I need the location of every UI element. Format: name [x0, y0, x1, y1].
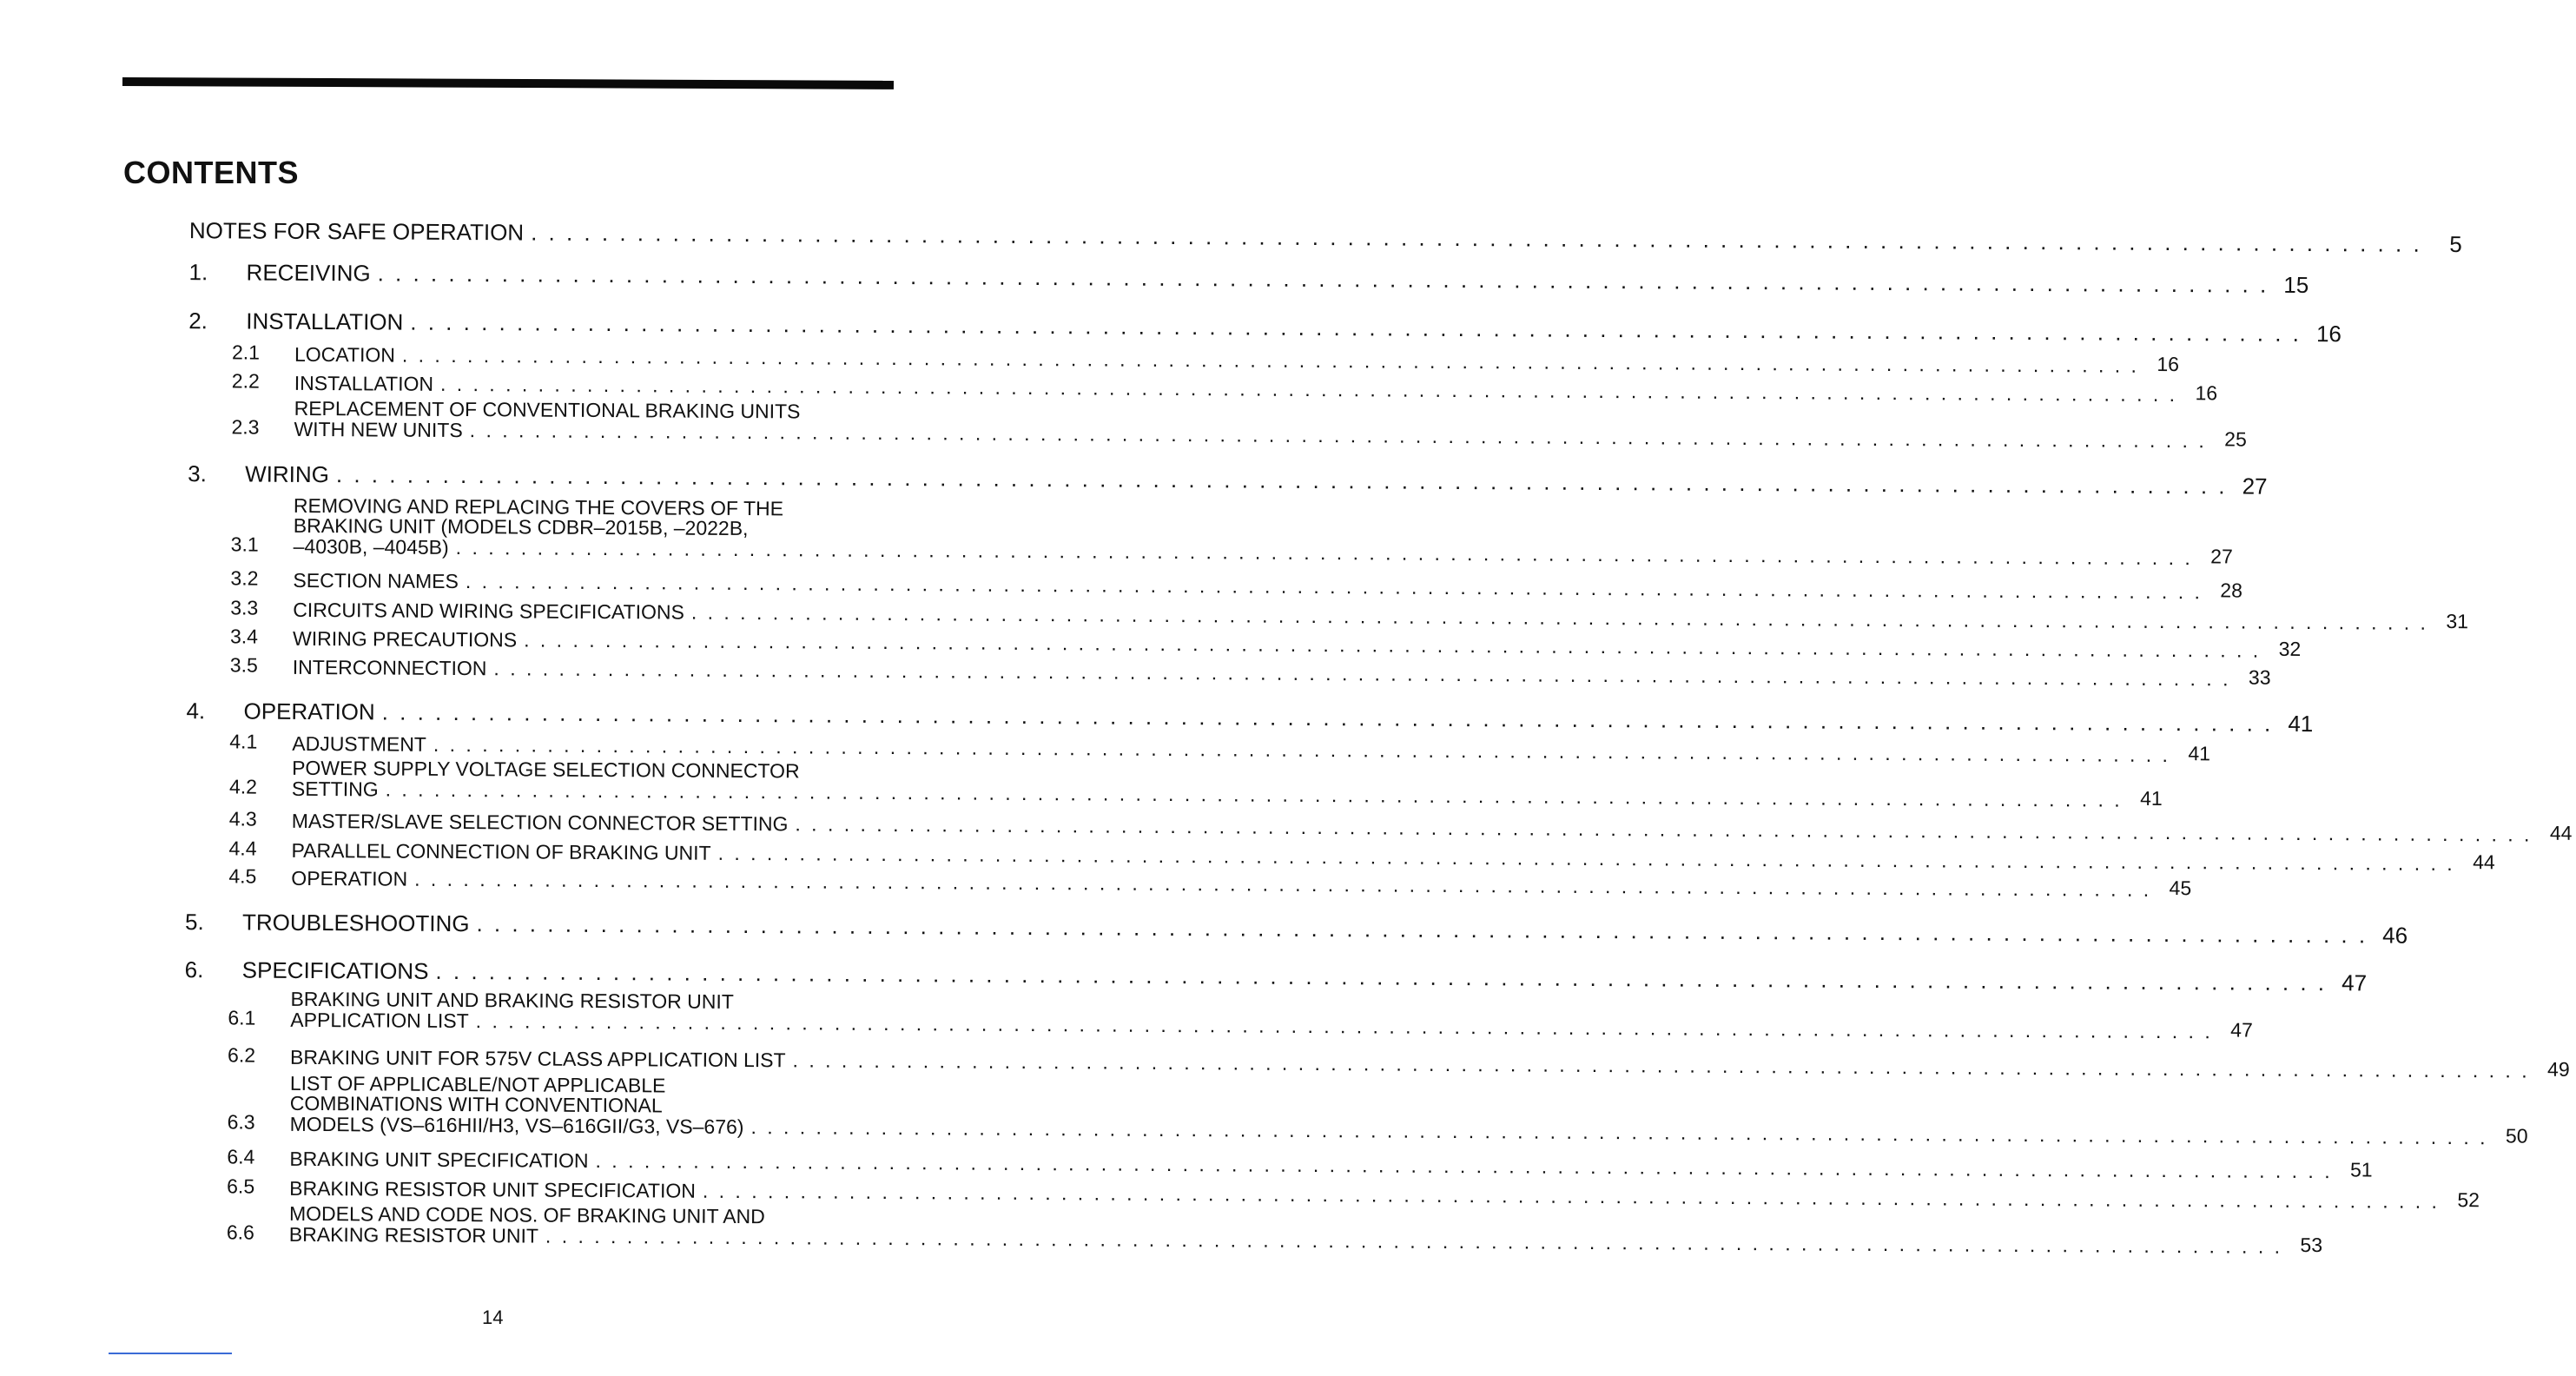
toc-page-number: 32: [2278, 637, 2302, 660]
toc-title-line: NOTES FOR SAFE OPERATION: [188, 217, 525, 246]
toc-page-number: 44: [2549, 821, 2573, 844]
toc-page-number: 33: [2248, 665, 2271, 689]
toc-subsection[interactable]: [227, 1071, 2528, 1148]
toc-number: 1.: [188, 259, 208, 286]
toc-subsection[interactable]: [228, 837, 2495, 874]
toc-title-line: BRAKING RESISTOR UNIT SPECIFICATION: [289, 1176, 696, 1202]
dot-leader: [793, 1049, 2530, 1081]
toc-page-number: 25: [2224, 427, 2247, 451]
page-title: CONTENTS: [123, 155, 299, 190]
toc-number: 2.2: [231, 369, 260, 393]
toc-title-line: REPLACEMENT OF CONVENTIONAL BRAKING UNITS: [294, 396, 801, 423]
toc-title-line: POWER SUPPLY VOLTAGE SELECTION CONNECTOR: [292, 756, 800, 783]
toc-title-line: REMOVING AND REPLACING THE COVERS OF THE: [293, 493, 784, 520]
toc-subsection[interactable]: [228, 756, 2163, 810]
toc-page-number: 16: [2315, 321, 2342, 347]
toc-number: 6.1: [228, 1006, 256, 1029]
toc-title-line: BRAKING UNIT (MODELS CDBR–2015B, –2022B,: [293, 513, 749, 540]
toc-section[interactable]: [184, 909, 2408, 949]
toc-number: 3.5: [229, 653, 258, 677]
toc-section[interactable]: [188, 217, 2462, 258]
toc-number: 4.2: [228, 775, 258, 798]
toc-title-line: BRAKING UNIT AND BRAKING RESISTOR UNIT: [290, 987, 734, 1013]
dot-leader: [476, 910, 2368, 949]
toc-number: 6.4: [227, 1145, 255, 1168]
toc-number: 6.3: [227, 1110, 255, 1134]
toc-title-line: INSTALLATION: [246, 308, 404, 335]
toc-page-number: 31: [2446, 609, 2469, 633]
table-of-contents: [174, 217, 2573, 1257]
toc-page-number: 45: [2169, 877, 2192, 900]
toc-subsection[interactable]: [230, 493, 2233, 568]
toc-number: 2.3: [231, 415, 260, 439]
toc-title-line: OPERATION: [291, 866, 408, 890]
toc-number: 4.5: [228, 864, 257, 888]
toc-page-number: 49: [2546, 1057, 2570, 1081]
toc-title-line: SETTING: [291, 777, 379, 801]
toc-number: 6.: [184, 956, 204, 983]
toc-title-line: SECTION NAMES: [293, 568, 459, 593]
toc-subsection[interactable]: [228, 864, 2192, 900]
toc-subsection[interactable]: [226, 1201, 2323, 1257]
toc-subsection[interactable]: [231, 396, 2247, 451]
toc-title-line: ADJUSTMENT: [292, 731, 427, 756]
top-rule: [122, 77, 894, 89]
toc-page-number: 28: [2220, 579, 2243, 602]
toc-title-line: WIRING PRECAUTIONS: [292, 626, 518, 652]
toc-title-line: MASTER/SLAVE SELECTION CONNECTOR SETTING: [291, 809, 789, 836]
toc-subsection[interactable]: [227, 1145, 2373, 1181]
toc-subsection[interactable]: [228, 987, 2253, 1042]
toc-title-line: APPLICATION LIST: [290, 1008, 469, 1033]
toc-page-number: 27: [2242, 473, 2268, 499]
toc-title-line: –4030B, –4045B): [293, 534, 449, 559]
toc-number: 3.1: [230, 533, 259, 556]
toc-title-line: INTERCONNECTION: [292, 655, 487, 680]
toc-number: 2.: [188, 308, 208, 334]
toc-number: 5.: [184, 909, 204, 936]
dot-leader: [524, 629, 2261, 660]
dot-leader: [596, 1150, 2333, 1181]
toc-page-number: 50: [2505, 1124, 2528, 1148]
toc-number: 4.4: [228, 837, 257, 860]
toc-subsection[interactable]: [229, 730, 2211, 765]
toc-subsection[interactable]: [229, 653, 2271, 689]
dot-leader: [414, 869, 2151, 900]
toc-number: 4.3: [228, 807, 257, 830]
dot-leader: [718, 843, 2455, 874]
dot-leader: [382, 698, 2274, 737]
toc-title-line: INSTALLATION: [294, 371, 434, 395]
toc-page-number: 41: [2140, 786, 2163, 810]
dot-leader: [691, 602, 2428, 633]
toc-subsection[interactable]: [228, 1043, 2570, 1081]
toc-title-line: BRAKING UNIT SPECIFICATION: [289, 1147, 589, 1172]
toc-title-line: WIRING: [245, 460, 330, 488]
toc-page-number: 51: [2349, 1158, 2373, 1181]
toc-page-number: 46: [2382, 922, 2408, 949]
toc-title-line: COMBINATIONS WITH CONVENTIONAL: [289, 1091, 663, 1117]
toc-section[interactable]: [188, 460, 2268, 499]
toc-title-line: LOCATION: [294, 342, 395, 367]
toc-page-number: 16: [2195, 381, 2218, 405]
toc-number: 6.6: [226, 1221, 254, 1244]
toc-page-number: 47: [2342, 969, 2368, 996]
toc-section[interactable]: [186, 698, 2314, 738]
toc-subsection[interactable]: [231, 341, 2180, 376]
dot-leader: [531, 220, 2422, 258]
toc-title-line: LIST OF APPLICABLE/NOT APPLICABLE: [289, 1071, 666, 1097]
toc-page-number: 15: [2283, 271, 2309, 299]
dot-leader: [466, 571, 2203, 602]
toc-subsection[interactable]: [230, 596, 2469, 633]
toc-subsection[interactable]: [227, 1174, 2480, 1212]
dot-leader: [378, 260, 2269, 298]
toc-page-number: 5: [2449, 231, 2462, 258]
toc-title-line: SPECIFICATIONS: [241, 956, 429, 984]
toc-page-number: 47: [2230, 1018, 2253, 1042]
toc-subsection[interactable]: [230, 566, 2243, 602]
toc-title-line: BRAKING UNIT FOR 575V CLASS APPLICATION LIST: [290, 1045, 786, 1072]
bottom-rule: [109, 1353, 232, 1354]
toc-title-line: RECEIVING: [246, 259, 371, 287]
page-number: 14: [482, 1307, 504, 1328]
toc-page-number: 16: [2157, 352, 2180, 376]
toc-number: 4.: [186, 698, 206, 724]
toc-subsection[interactable]: [231, 369, 2218, 405]
toc-title-line: MODELS AND CODE NOS. OF BRAKING UNIT AND: [288, 1201, 765, 1228]
toc-page-number: 53: [2300, 1233, 2323, 1257]
toc-page-number: 44: [2473, 850, 2495, 874]
toc-page-number: 27: [2210, 545, 2233, 568]
toc-number: 3.4: [229, 625, 259, 648]
dot-leader: [410, 309, 2302, 347]
toc-number: 3.2: [230, 566, 259, 590]
toc-number: 2.1: [231, 341, 261, 364]
toc-number: 6.5: [227, 1174, 255, 1198]
toc-number: 3.3: [230, 596, 259, 619]
toc-section[interactable]: [184, 956, 2368, 996]
toc-title-line: PARALLEL CONNECTION OF BRAKING UNIT: [291, 838, 711, 864]
toc-title-line: MODELS (VS–616HII/H3, VS–616GII/G3, VS–676): [289, 1112, 744, 1139]
dot-leader: [336, 461, 2228, 499]
toc-page-number: 41: [2288, 710, 2314, 738]
toc-section[interactable]: [188, 259, 2309, 299]
toc-page-number: 41: [2188, 742, 2211, 765]
toc-title-line: TROUBLESHOOTING: [241, 909, 470, 937]
toc-subsection[interactable]: [228, 807, 2573, 844]
toc-title-line: WITH NEW UNITS: [294, 417, 463, 442]
dot-leader: [493, 658, 2230, 689]
toc-number: 3.: [188, 460, 207, 487]
toc-subsection[interactable]: [229, 625, 2302, 660]
toc-title-line: BRAKING RESISTOR UNIT: [288, 1222, 539, 1247]
toc-section[interactable]: [188, 308, 2342, 347]
dot-leader: [795, 813, 2532, 844]
toc-page-number: 52: [2457, 1188, 2480, 1212]
toc-number: 4.1: [229, 730, 258, 753]
toc-title-line: CIRCUITS AND WIRING SPECIFICATIONS: [293, 598, 684, 624]
toc-title-line: OPERATION: [243, 698, 375, 725]
dot-leader: [703, 1181, 2440, 1212]
dot-leader: [402, 345, 2139, 376]
toc-number: 6.2: [228, 1043, 256, 1067]
